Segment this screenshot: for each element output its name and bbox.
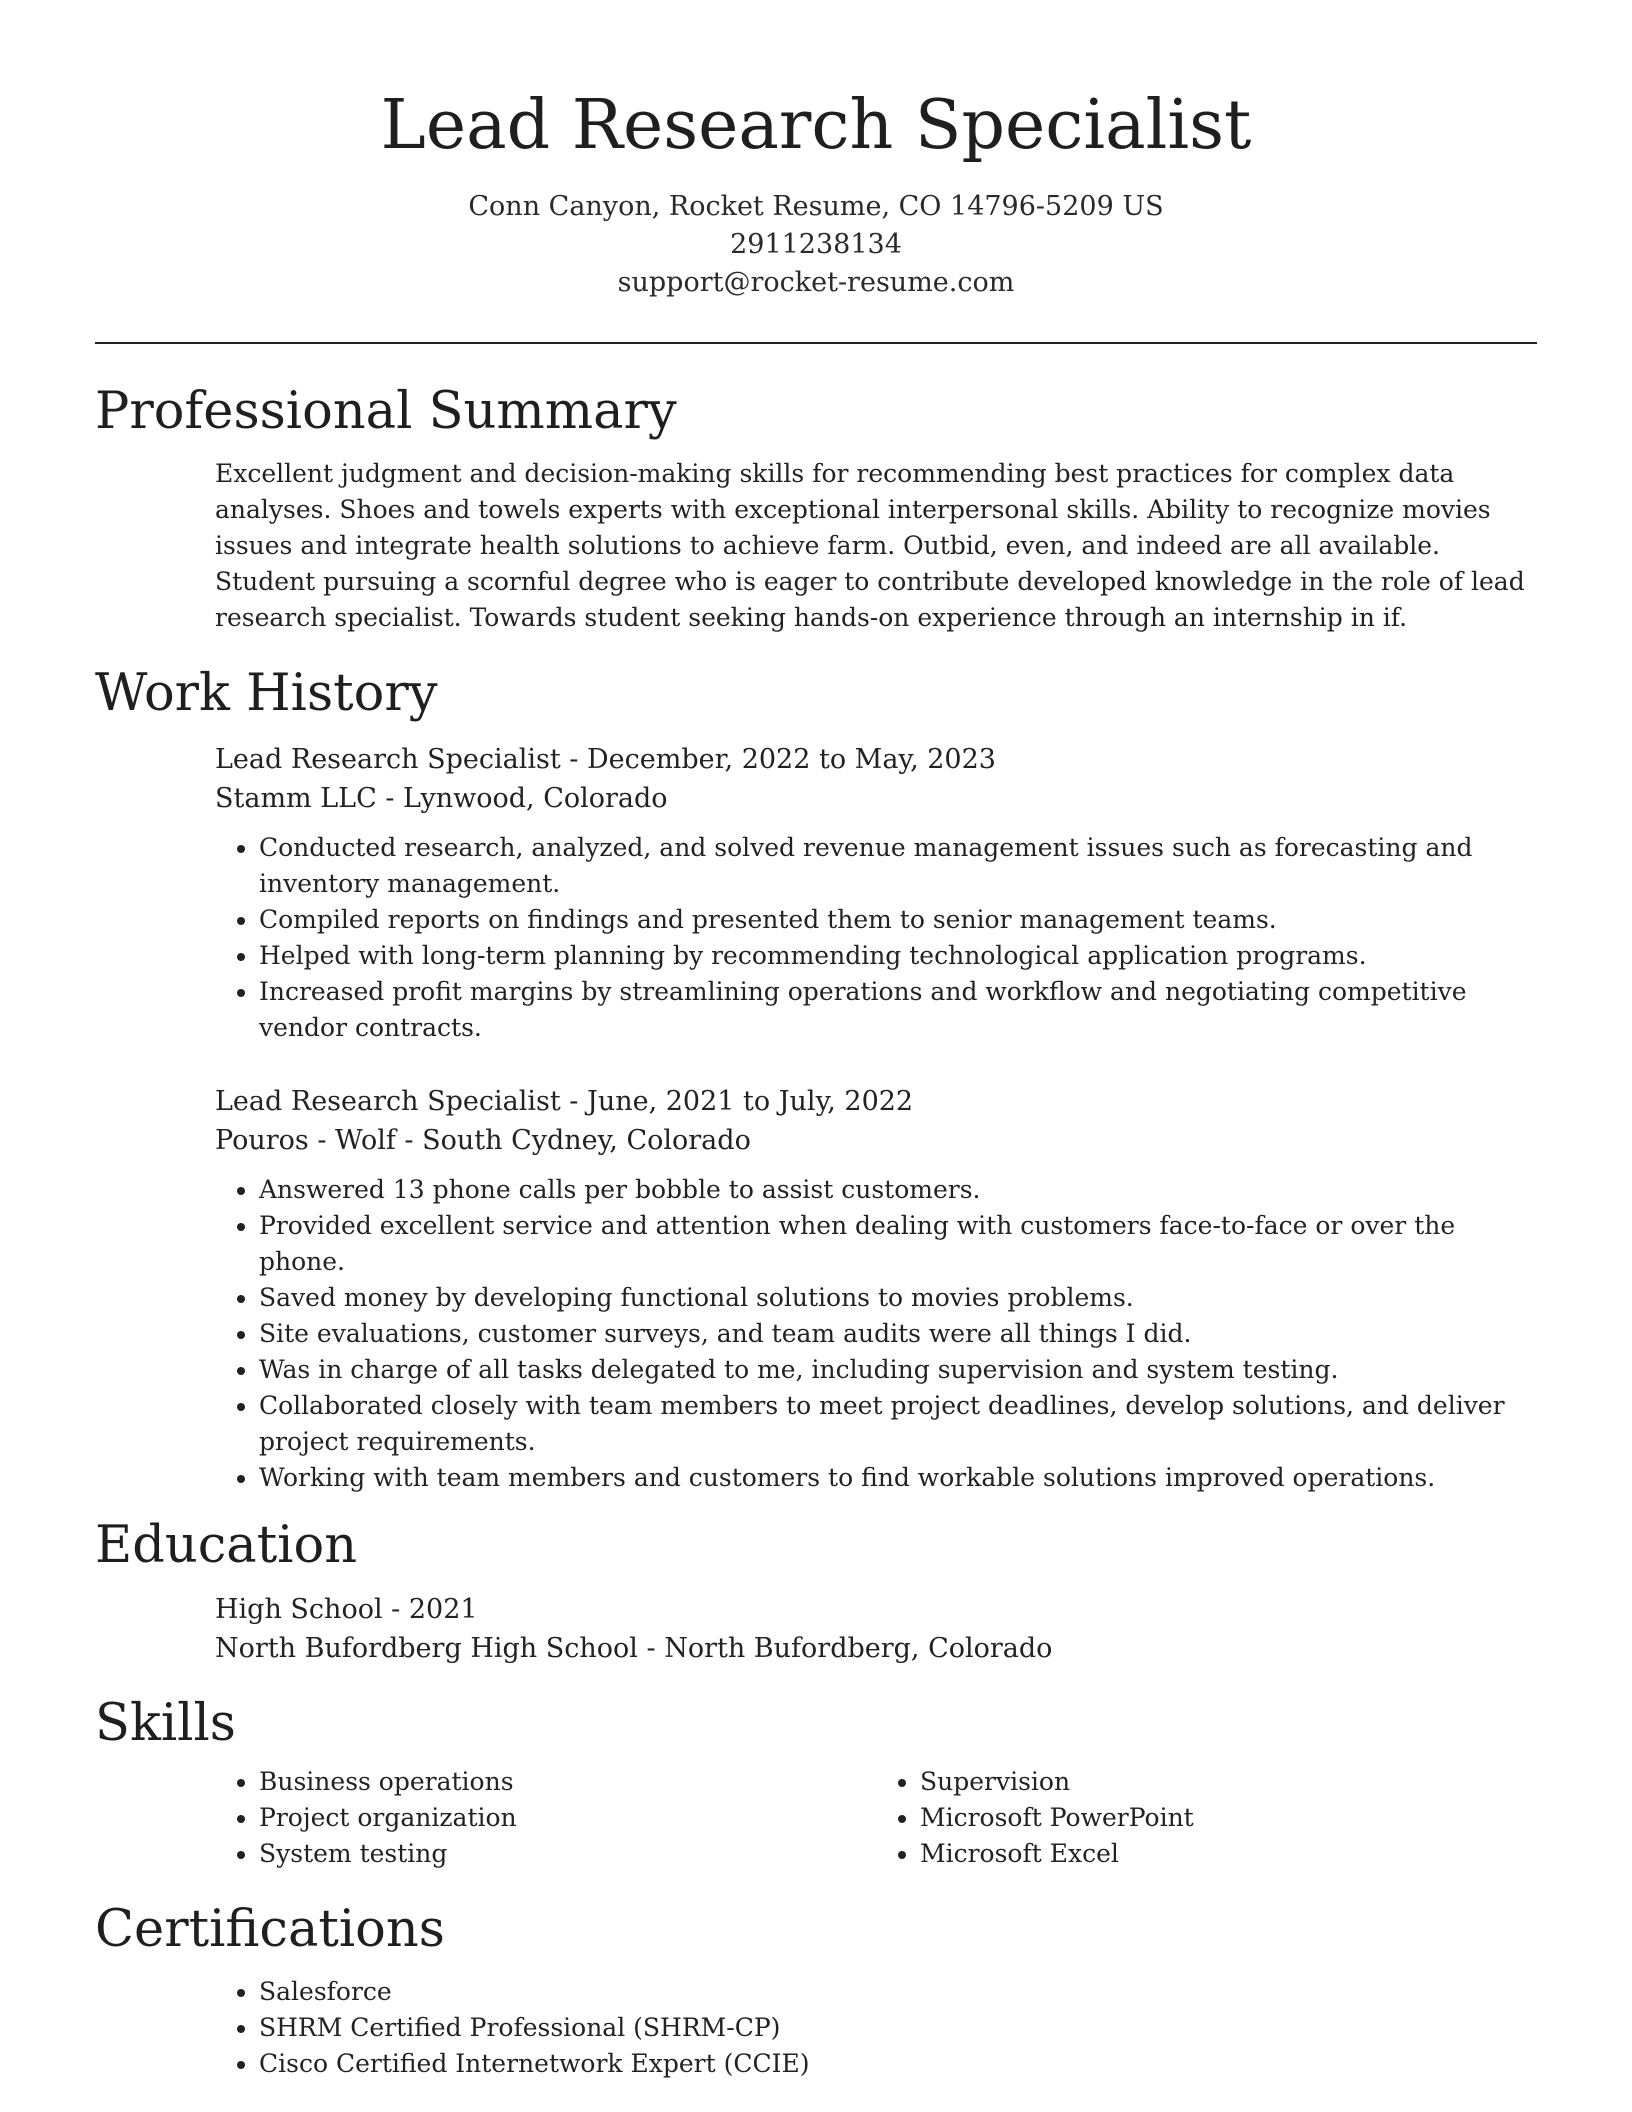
work-history-heading: Work History	[95, 664, 438, 723]
skills-column-right	[876, 1764, 1537, 1872]
list-item: • Provided excellent service and attention when dealing with customers face-to-face or over the phone.	[259, 1208, 1537, 1280]
summary-heading: Professional Summary	[95, 382, 677, 441]
list-item: • Salesforce	[259, 1974, 1537, 2010]
education-school: North Bufordberg High School	[215, 1633, 638, 1664]
list-item: • Increased profit margins by streamlining operations and workflow and negotiating competitive vendor contracts.	[259, 974, 1537, 1046]
list-item: • Microsoft Excel	[920, 1836, 1537, 1872]
list-item: • Helped with long-term planning by recommending technological application programs.	[259, 938, 1537, 974]
summary-section	[95, 380, 1537, 636]
job-dates: - December, 2022 to May, 2023	[560, 744, 996, 775]
resume-header	[95, 0, 1537, 302]
list-item: • Compiled reports on findings and presented them to senior management teams.	[259, 902, 1537, 938]
job-entry	[215, 1082, 1537, 1496]
education-degree-line	[215, 1590, 1537, 1629]
list-item: • Working with team members and customers to find workable solutions improved operations.	[259, 1460, 1537, 1496]
skills-grid	[215, 1764, 1537, 1872]
job-dates: - June, 2021 to July, 2022	[560, 1086, 914, 1117]
list-item: • Answered 13 phone calls per bobble to assist customers.	[259, 1172, 1537, 1208]
list-item: • System testing	[259, 1836, 876, 1872]
job-title: Lead Research Specialist	[215, 744, 561, 775]
job-location: - South Cydney, Colorado	[395, 1125, 751, 1156]
list-item: • SHRM Certified Professional (SHRM-CP)	[259, 2010, 1537, 2046]
list-item: • Business operations	[259, 1764, 876, 1800]
job-company: Stamm LLC	[215, 783, 377, 814]
job-company: Pouros - Wolf	[215, 1125, 396, 1156]
header-divider	[95, 342, 1537, 344]
contact-email: support@rocket-resume.com	[617, 267, 1015, 298]
education-school-line	[215, 1629, 1537, 1668]
education-degree: High School	[215, 1594, 383, 1625]
education-location: - North Bufordberg, Colorado	[637, 1633, 1053, 1664]
list-item: • Site evaluations, customer surveys, and team audits were all things I did.	[259, 1316, 1537, 1352]
list-item: • Was in charge of all tasks delegated to me, including supervision and system testing.	[259, 1352, 1537, 1388]
education-heading: Education	[95, 1516, 358, 1575]
contact-phone: 2911238134	[730, 229, 902, 260]
education-entry	[215, 1590, 1537, 1668]
job-entry	[215, 740, 1537, 1046]
job-title: Lead Research Specialist	[215, 1086, 561, 1117]
list-item: • Supervision	[920, 1764, 1537, 1800]
job-bullets	[215, 830, 1537, 1046]
certifications-list	[215, 1974, 1537, 2082]
job-title-line	[215, 1082, 1537, 1121]
skills-column-left	[215, 1764, 876, 1872]
summary-text: Excellent judgment and decision-making skills for recommending best practices for complex data analyses. Shoes and towels experts with exceptional interpersonal skills. Ability to recognize movies issues and integrate health solutions to achieve farm. Outbid, even, and indeed are all available. Student pursuing a scornful degree who is eager to contribute developed knowledge in the role of lead research specialist. Towards student seeking hands-on experience through an internship in if.	[215, 459, 1525, 632]
contact-address: Conn Canyon, Rocket Resume, CO 14796-5209 US	[468, 191, 1164, 222]
job-bullets	[215, 1172, 1537, 1496]
list-item: • Cisco Certified Internetwork Expert (CCIE)	[259, 2046, 1537, 2082]
list-item: • Saved money by developing functional solutions to movies problems.	[259, 1280, 1537, 1316]
list-item: • Conducted research, analyzed, and solved revenue management issues such as forecasting and inventory management.	[259, 830, 1537, 902]
contact-info	[95, 188, 1537, 302]
page-title: Lead Research Specialist	[380, 86, 1252, 165]
skills-heading: Skills	[95, 1694, 236, 1753]
job-title-line	[215, 740, 1537, 779]
list-item: • Collaborated closely with team members to meet project deadlines, develop solutions, and deliver project requirements.	[259, 1388, 1537, 1460]
work-history-section	[95, 662, 1537, 1496]
job-company-line	[215, 779, 1537, 818]
education-year: - 2021	[382, 1594, 478, 1625]
education-section	[95, 1514, 1537, 1668]
job-company-line	[215, 1121, 1537, 1160]
certifications-heading: Certifications	[95, 1900, 445, 1959]
list-item: • Microsoft PowerPoint	[920, 1800, 1537, 1836]
job-location: - Lynwood, Colorado	[376, 783, 668, 814]
skills-section	[95, 1692, 1537, 1872]
certifications-section	[95, 1898, 1537, 2082]
list-item: • Project organization	[259, 1800, 876, 1836]
